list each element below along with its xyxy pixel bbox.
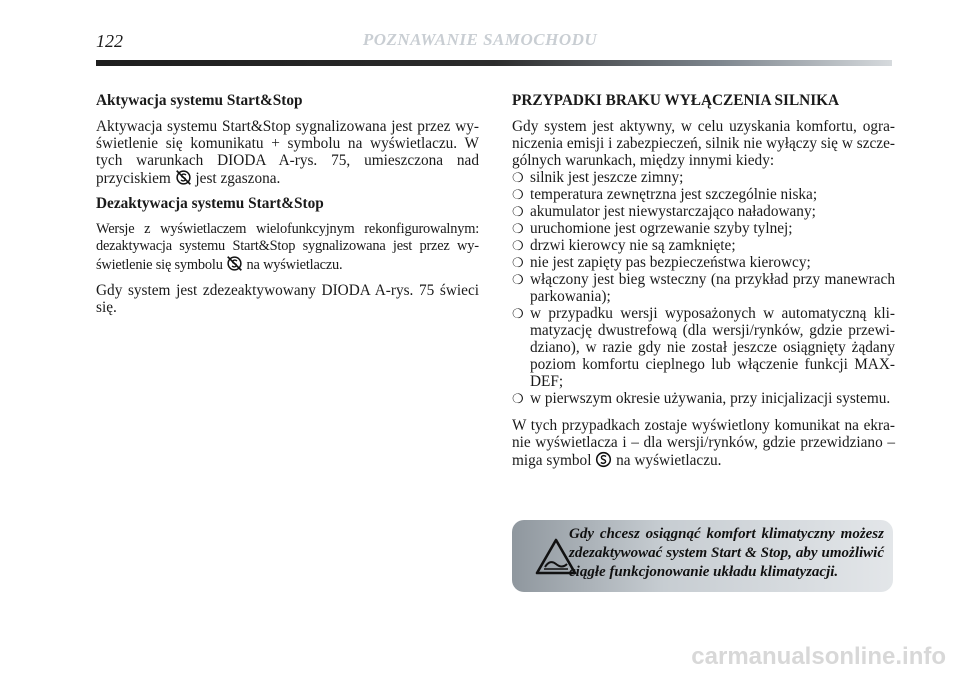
list-item: ❍ drzwi kierowcy nie są zamknięte;	[512, 237, 895, 254]
paragraph-deactivation-text: Wersje z wyświetlaczem wielofunkcyjnym rekonfigurowalnym: dezaktywacja systemu Start&Stop sygnalizowana jest przez wyświetlenie się symbolu	[96, 221, 479, 273]
start-stop-icon	[595, 451, 612, 468]
heading-activation: Aktywacja systemu Start&Stop	[96, 92, 303, 109]
paragraph-outro-tail: na wyświetlaczu.	[616, 452, 722, 469]
watermark: carmanualsonline.info	[691, 643, 946, 670]
list-item: ❍ w pierwszym okresie używania, przy inicjalizacji systemu.	[512, 390, 895, 407]
list-item: ❍ akumulator jest niewystarczająco naładowany;	[512, 203, 895, 220]
start-stop-off-icon	[226, 255, 243, 272]
left-column	[96, 86, 479, 324]
list-item: ❍ silnik jest jeszcze zimny;	[512, 169, 895, 186]
list-item: ❍ włączony jest bieg wsteczny (na przykład przy manewrach parkowania);	[512, 271, 895, 305]
page-number: 122	[96, 31, 123, 51]
paragraph-activation-text: Aktywacja systemu Start&Stop sygnalizowana jest przez wyświetlenie się komunikatu + symbolu na wyświetlaczu. W tych warunkach DIODA A-rys. 75, umieszczona nad przyciskiem	[96, 118, 479, 187]
running-head: POZNAWANIE SAMOCHODU	[362, 30, 598, 49]
list-item: ❍ nie jest zapięty pas bezpieczeństwa kierowcy;	[512, 254, 895, 271]
paragraph-activation	[96, 118, 479, 187]
list-item: ❍ uruchomione jest ogrzewanie szyby tylnej;	[512, 220, 895, 237]
paragraph-deactivation	[96, 221, 479, 274]
right-column	[512, 86, 895, 477]
paragraph-intro: Gdy system jest aktywny, w celu uzyskania komfortu, ograniczenia emisji i zabezpieczeń, silnik nie wyłączy się w szczególnych warunkach, między innymi kiedy:	[512, 118, 895, 169]
heading-deactivation: Dezaktywacja systemu Start&Stop	[96, 195, 324, 212]
list-item: ❍ temperatura zewnętrzna jest szczególnie niska;	[512, 186, 895, 203]
header-rule	[96, 60, 892, 66]
conditions-list	[512, 169, 895, 407]
paragraph-activation-tail: jest zgaszona.	[195, 170, 281, 187]
paragraph-deactivated-led: Gdy system jest zdezeaktywowany DIODA A-rys. 75 świeci się.	[96, 282, 479, 316]
paragraph-outro-text: W tych przypadkach zostaje wyświetlony komunikat na ekranie wyświetlacza i – dla wersji/rynków, gdzie przewidziano – miga symbol	[512, 417, 895, 469]
note-box	[512, 520, 893, 592]
note-text: Gdy chcesz osiągnąć komfort klimatyczny możesz zdezaktywować system Start & Stop, aby umożliwić ciągłe funkcjonowanie układu klimatyzacji.	[569, 526, 884, 580]
paragraph-deactivation-tail: na wyświetlaczu.	[246, 257, 343, 273]
paragraph-outro	[512, 417, 895, 469]
heading-engine-not-stopping: PRZYPADKI BRAKU WYŁĄCZENIA SILNIKA	[512, 92, 840, 109]
start-stop-off-icon	[175, 169, 192, 186]
list-item: ❍ w przypadku wersji wyposażonych w automatyczną klimatyzację dwustrefową (dla wersji/rynków, gdzie przewidziano), w razie gdy nie został jeszcze osiągnięty żądany poziom komfortu cieplnego lub włączenie funkcji MAX-DEF;	[512, 305, 895, 390]
